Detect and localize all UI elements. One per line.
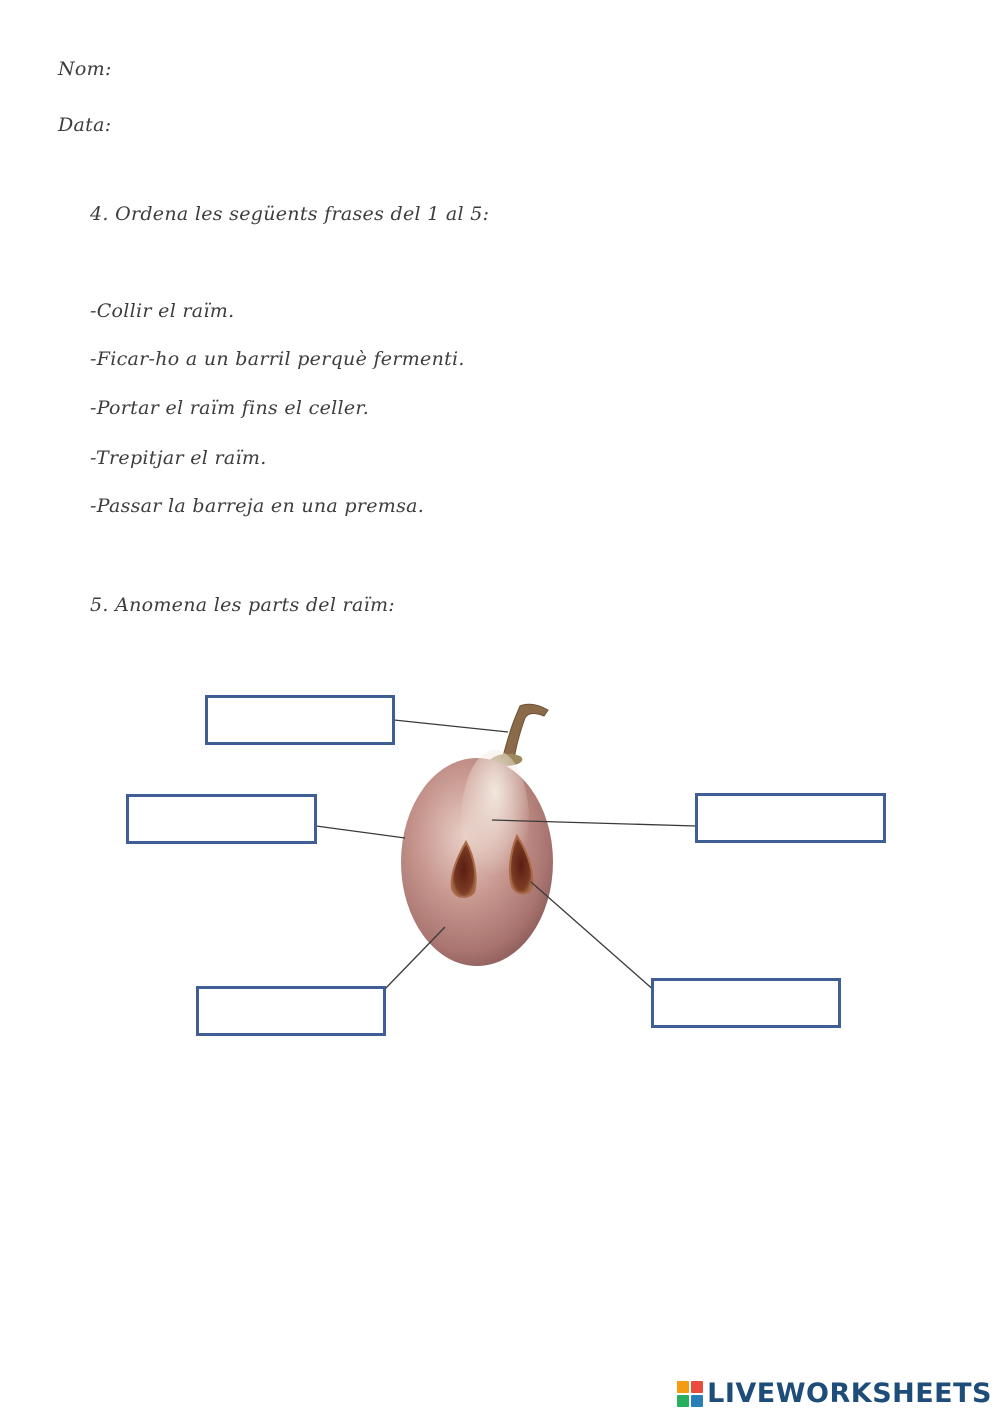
date-label: Data: [58, 114, 112, 136]
footer-logo [677, 1378, 992, 1409]
list-item: -Ficar-ho a un barril perquè fermenti. [90, 348, 465, 370]
answer-box-flesh[interactable] [196, 986, 386, 1036]
logo-square [691, 1395, 703, 1407]
list-item: -Passar la barreja en una premsa. [90, 495, 425, 517]
footer-brand: LIVEWORKSHEETS [707, 1378, 992, 1409]
liveworksheets-logo-icon [677, 1381, 703, 1407]
leader-line-flesh [384, 927, 445, 990]
answer-box-stem[interactable] [205, 695, 395, 745]
leader-line-stem [394, 720, 508, 732]
answer-box-skin[interactable] [126, 794, 317, 844]
stem-shape [502, 704, 548, 760]
name-label: Nom: [58, 58, 112, 80]
question-5-title: 5. Anomena les parts del raïm: [90, 594, 395, 616]
leader-line-seed [531, 882, 656, 992]
logo-square [677, 1395, 689, 1407]
answer-box-seed[interactable] [651, 978, 841, 1028]
answer-box-pulp[interactable] [695, 793, 886, 843]
list-item: -Portar el raïm fins el celler. [90, 397, 370, 419]
leader-line-skin [316, 826, 405, 838]
logo-square [677, 1381, 689, 1393]
list-item: -Collir el raïm. [90, 300, 235, 322]
list-item: -Trepitjar el raïm. [90, 447, 267, 469]
logo-square [691, 1381, 703, 1393]
question-4-title: 4. Ordena les següents frases del 1 al 5: [90, 203, 490, 225]
